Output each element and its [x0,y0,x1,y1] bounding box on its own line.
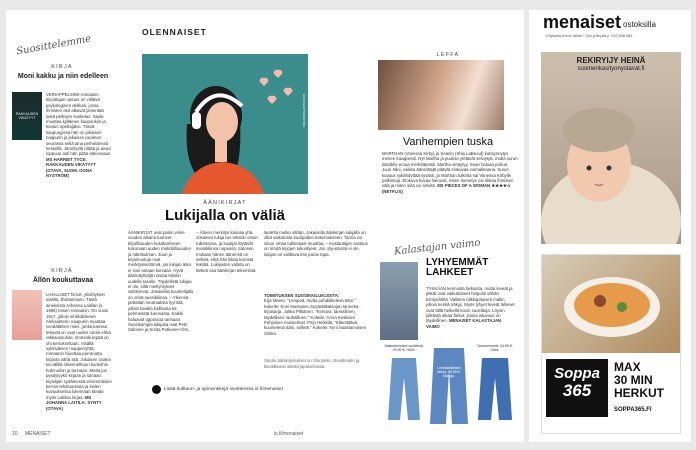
bottom-note: Lisää kulttuuri- ja opinvinkkejä osoitteessa is.fi/menaiset [164,387,283,392]
footer-magazine: MENAISET [24,431,51,437]
jeans-2 [428,344,470,429]
woman-headphones-illustration [142,54,308,194]
footer-left [12,431,51,437]
soppa-url: SOPPA365.FI [614,407,652,413]
audiobook-illustration [142,54,308,194]
article-footnote: Studio äänikirjoitukset on Storytelin, Bookbeatin ja BookBeatin äänikirjapalveluissa. [264,358,360,369]
left-page [6,10,524,442]
page-number: 10 [12,431,18,437]
soppa-ad[interactable] [541,254,681,434]
item1-kicker: KIRJA [51,64,73,70]
article-col3-text: lautetta melko vähän. Jokaisella äänikirjan lukijalla on ollut vaikutusta kuulijoiden kokemukseen. Tarina voi sinun omaa tulkintaasi muuttaa. – Kustantajan vastaus on tehdä kirjojen lukuohjeet. Jos ohjeistusta ei ole, lukijan on valittava itse paras tapa. [264,230,368,257]
item1-title: Moni kakku ja niin edelleen [17,73,109,80]
fashion-script-title: Kalastajan vaimo [393,237,482,258]
film-body: MARTHAN (Vanessa Kirby) ja Seanin (Shia LaBeouf) kotisynnytys menee traagisesti. Nyt Martha ja puoliso yrittävät selviytyä, mutta surun käsittely eroaa merkittävästi. Martha vetäytyy, Sean haluaa puhua. Juuri ääni, vaikka äänestäjät pitävät elokuvaa voimakkaana. Surun kuvaus sykähdyttää syvästi, ja Marthan tulkinta sai Vanessa Kirbylle palkintoja. Elokuva kuvaa hienosti, miten menetys voi rikkoa ihmisten välit ja miten siitä voi selvitä. MS PIECES OF A WOMAN ★★★★☆ (NETFLIX) [382,151,518,194]
right-page [529,10,691,442]
rug-ad-headline: REKIRYIJY HEINÄ [576,56,646,65]
section-title: OLENNAISET [142,27,207,37]
rug-ad[interactable] [541,52,681,244]
jeans-3-label: Tummemmät, 34,95 €, Zara. [476,344,514,352]
logo-sub: ostoksilla [623,20,656,29]
menaiset-dot-icon [152,385,161,394]
article-col1: ÄÄNIKIRJAT ovat pariin viime vuoden aikana tuoneet kirjallisuuden kuluttamiseen kokonaan uuden mahdollisuuden ja näkökulman. Juuri ja kirjamuotoja ovat merkityksettömiä, jos lukijan ääni ei sovi omaan korvaan. Hyvä ääninäyttelijä nostaa tekstin uudelle tasolle. Täydellistä lukijaa ei ole, sillä mieltymykset vaihtelevat. Jokaisella kuuntelijalla on omat suosikkinsa. – Yleensä pidetään neutraalista lyyristä, jollain tavalla hallitusta tai pehmeästä luennasta. Kaikki haluavat uppoutua tarinaan. Suosituimpia lukijoita ovat Petri Salonen ja Krista Putkonen-Örn. [128,230,194,333]
fashion-model-photo [380,262,418,340]
baby-photo [541,72,681,244]
photo-credit: KUVA SHUTTERSTOCK [302,94,306,128]
recommendation-sidebar [10,33,114,428]
soppa-logo: Soppa 365 [546,359,608,417]
rug-ad-url: suomenkasityonystavat.fi [577,66,645,72]
item2-body: LIHALLISET himot, yliviritykset sisältö, lihottaminen. Tästä aineksista Johanna Laitilan (s. 1986) toisen romaanin. On vuosi 1917, jolloin sinkkidiskeen Aleksanterin naapuriin muuttaa vendäläinen mies, jonka kanssa tekevät on ovat uuden oman ehkä rakkaussuhde. Groteski lepää on ohi kertokseltaan. Sisällä sykkiväinen mapperryhtä, romaanin hiivottaa purranutta kirjasta vähä sitä. Jokaisen osakin tai välillä rakennelttuun kuntoihin hahmoihin ja tarinaan. Mutta jos pysäytyykö kirjaan ja sanaan, kirjailijan sydämessä ensimmäisen kerran tekstuureista ja kielen kuvauksessa lukemaan tämän myös Laitilan kirjaa. MS JOHANNA LAITILA: SYNTY (OTAVA) [46,292,112,411]
jeans-2-label: Leveälahkeiset farkut, 39,95 €, Mango. [437,366,461,378]
article-kicker: ÄÄNIKIRJAT [203,200,247,206]
footer-url: is.fi/menaiset [274,431,304,437]
film-kicker: LEFFA [436,52,460,58]
fashion-title: LYHYEMMÄT LAHKEET [426,257,489,278]
fashion-body: TYKKÄÄN kennosta farkuista, mutta leveät ja pitkät ovat vaikuttaneet helposti vähän kömpelöiltä. Valitsen nilkkapituisen mallin, jolloin kenkä näkyy. Myös lyhyet leveät lahkeet ovat tällä hetkellä kovin suosittuja. Löysin pitkästä aikaa farkut, joissa istuvuus on täydellinen. MENAISET KALASTAJAN VAIMO [426,286,515,329]
tagline: Yrityksesi meno tähän? Ota yhteyttä p. 010 808 085 [545,34,633,38]
article-title: Lukijalla on väliä [164,207,286,224]
jeans-1 [384,344,424,427]
book2-cover [12,290,42,340]
jeans-row [380,344,520,434]
item2-kicker: KIRJA [51,268,73,274]
soppa-headline: MAX 30 MIN HERKUT [614,360,664,400]
sidebar-script-title: Suosittelemme [15,33,92,58]
item2-title: Ällön koukuttavaa [32,277,94,284]
jeans-1-label: Vaaleansiniset culottesit, 29,90 €, H&M. [384,344,424,352]
article-col2: – Äänen merkitys kasvaa yhä. Jokainen lukija tuo tekstiin oman tulkintansa, ja kuulijat löytävät suosikkinsa nopeasti. Salosen mukaan hänen äänensä on selkeä, eikä hän liikaa korosta tekstiä. Lukijoiden valinta on tärkeä osa äänikirjan tekemistä. [196,230,258,273]
film-title: Vanhempien tuska [402,136,494,148]
jeans-3 [474,344,516,427]
article-col3 [264,230,368,398]
item1-body: VERIAPPELSIINI-romaanin kirjoittajan uutuus on viiltävä psykologinen dekkari, jossa ihmisten olot alkavat pimentää sekä pelkojen kosketus. Sadie muuttaa kylläinen kaupunkiin ja koulun opettajaksi. Tässä kaupungissa hän on jokaisen naapurin ja jokaisen puolison seurassa sekä aina perheidensä keskellä. Jännitystä riittää ja aivan loppuun asti hän pitää otteessaan. MS HARRIET TYCE: RAKKAUDEN VIKATYYT (OTAVA, SUOM. OONA NYSTRÖM) [46,92,112,179]
menaiset-logo: menaiset [543,12,622,32]
film-photo [378,60,504,130]
tips-title: TOIMITUKSEN SUOSIKKILUKIJOITA: [264,293,340,298]
book-cover-title: RAKKAUDEN VIKATYYT [15,111,39,120]
tips-body: Erja Manto. "Lempeä, mutta pohdiskeleva ääni." Kokeile: Enni Mustosen Syrjästäkatsojan tarinoita -kirjasarja. Jukka Pitkänen. "Kertova, tarinallinen, täydellisen rauhallinen." Kokeile: Anna Keskisen Pohjoisen muistelmat. Pirjo Heikkilä. "Elävöittävä, kuunteleva ääni, selkeä." Kokeile: Anni Saastamoisen Sirkku. [264,298,367,336]
soppa-food-photo [542,255,681,353]
